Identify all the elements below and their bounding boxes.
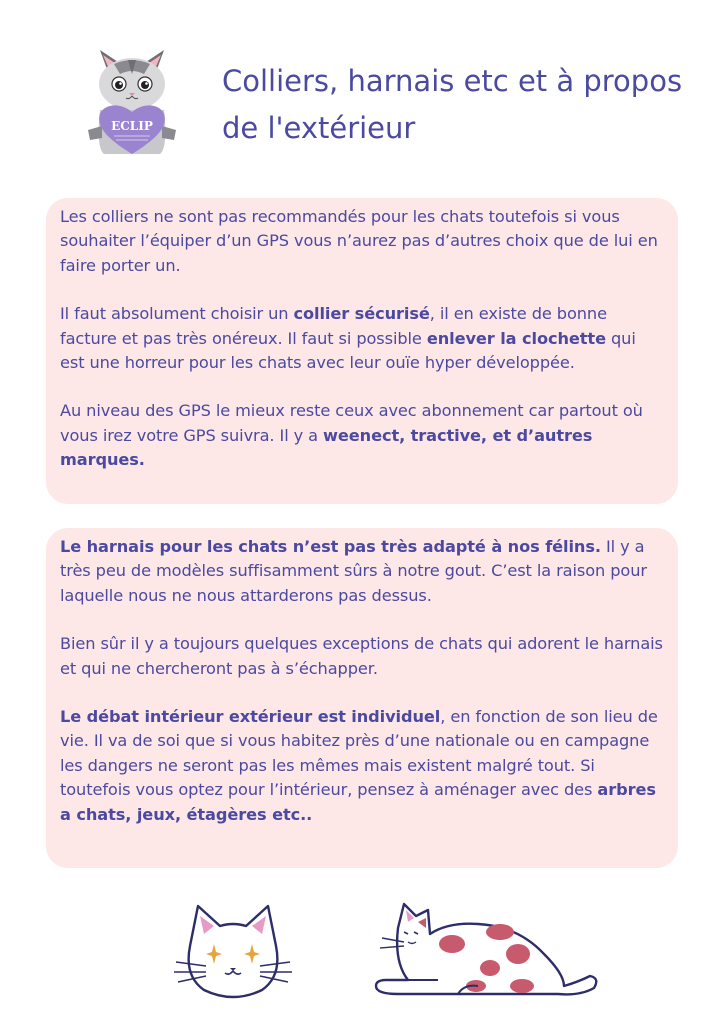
logo-text: ECLIP bbox=[111, 119, 153, 133]
harness-outdoor-card bbox=[46, 528, 678, 868]
collars-info-card bbox=[46, 198, 678, 504]
page-title: Colliers, harnais etc et à propos de l'extérieur bbox=[222, 64, 683, 145]
lying-cat-icon bbox=[368, 898, 604, 1002]
collars-paragraph-1: Les colliers ne sont pas recommandés pour les chats toutefois si vous souhaiter l’équiper d’un GPS vous n’aurez pas d’autres choix que de lui en faire porter un. bbox=[60, 207, 658, 275]
harness-paragraph-1: Le harnais pour les chats n’est pas très adapté à nos félins. Il y a très peu de modèles suffisamment sûrs à notre gout. C’est la raison pour laquelle nous ne nous attarderons pas dessus. bbox=[60, 537, 647, 605]
outdoor-paragraph: Le débat intérieur extérieur est individuel, en fonction de son lieu de vie. Il va de soi que si vous habitez près d’une nationale ou en campagne les dangers ne seront pas les mêmes mais existent malgré tout. Si toutefois vous optez pour l’intérieur, pensez à aménager avec des arbres a chats, jeux, étagères etc.. bbox=[60, 707, 658, 824]
cat-face-icon bbox=[170, 898, 296, 1002]
cat-heart-logo-icon bbox=[78, 38, 186, 158]
collars-paragraph-2: Il faut absolument choisir un collier sécurisé, il en existe de bonne facture et pas très onéreux. Il faut si possible enlever la clochette qui est une horreur pour les chats avec leur ouïe hyper développée. bbox=[60, 304, 636, 373]
collars-paragraph-3: Au niveau des GPS le mieux reste ceux avec abonnement car partout où vous irez votre GPS suivra. Il y a weenect, tractive, et d’autres marques. bbox=[60, 401, 643, 470]
harness-paragraph-2: Bien sûr il y a toujours quelques exceptions de chats qui adorent le harnais et qui ne chercheront pas à s’échapper. bbox=[60, 634, 663, 678]
